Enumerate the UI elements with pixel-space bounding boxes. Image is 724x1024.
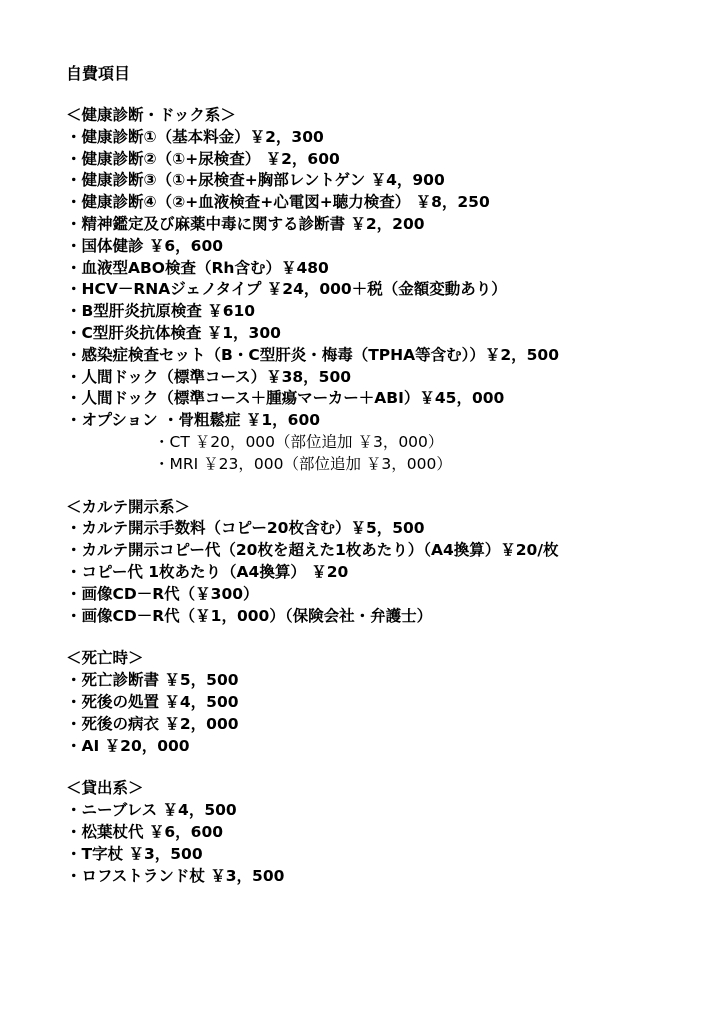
price-line: ・C型肝炎抗体検査 ￥1，300 — [66, 323, 281, 342]
price-line: ・松葉杖代 ￥6，600 — [66, 822, 224, 841]
price-line: ・T字杖 ￥3，500 — [66, 844, 203, 863]
price-line: ・ニーブレス ￥4，500 — [66, 801, 237, 820]
section-heading: ＜カルテ開示系＞ — [66, 497, 191, 516]
option-sub-line: ・CT ￥20，000（部位追加 ￥3，000） — [154, 432, 444, 451]
price-line: ・精神鑑定及び麻薬中毒に関する診断書 ￥2，200 — [66, 214, 425, 233]
price-line: ・死後の処置 ￥4，500 — [66, 692, 239, 711]
price-line: ・国体健診 ￥6，600 — [66, 236, 224, 255]
price-line: ・健康診断①（基本料金）￥2，300 — [66, 127, 324, 146]
price-line: ・B型肝炎抗原検査 ￥610 — [66, 302, 256, 321]
price-line: ・カルテ開示手数料（コピー20枚含む）￥5，500 — [66, 519, 425, 538]
price-line: ・死後の病衣 ￥2，000 — [66, 714, 239, 733]
price-line: ・人間ドック（標準コース）￥38，500 — [66, 367, 352, 386]
section-record-disclosure — [66, 497, 716, 628]
section-rental — [66, 778, 716, 887]
document-page — [66, 63, 716, 887]
price-line: ・カルテ開示コピー代（20枚を超えた1枚あたり）（A4換算）￥20/枚 — [66, 541, 559, 560]
price-line: ・感染症検査セット（B・C型肝炎・梅毒（TPHA等含む））￥2，500 — [66, 345, 559, 364]
price-line: ・画像CD－R代（￥300） — [66, 584, 259, 603]
section-health-checkup — [66, 105, 716, 476]
price-line: ・健康診断④（②+血液検査+心電図+聴力検査） ￥8，250 — [66, 193, 490, 212]
price-line: ・ロフストランド杖 ￥3，500 — [66, 866, 285, 885]
price-line: ・健康診断③（①+尿検査+胸部レントゲン ￥4，900 — [66, 171, 445, 190]
section-heading: ＜健康診断・ドック系＞ — [66, 106, 236, 124]
section-heading: ＜死亡時＞ — [66, 649, 144, 668]
price-line: ・HCV－RNAジェノタイプ ￥24，000＋税（金額変動あり） — [66, 280, 507, 299]
option-sub-line: ・MRI ￥23，000（部位追加 ￥3，000） — [154, 454, 452, 473]
price-line: ・血液型ABO検査（Rh含む）￥480 — [66, 258, 329, 277]
price-line: ・人間ドック（標準コース＋腫瘍マーカー＋ABI）￥45，000 — [66, 389, 505, 408]
section-death — [66, 648, 716, 757]
price-line: ・健康診断②（①+尿検査） ￥2，600 — [66, 149, 340, 168]
price-line: ・オプション ・骨粗鬆症 ￥1，600 — [66, 411, 321, 430]
price-line: ・画像CD－R代（￥1，000）（保険会社・弁護士） — [66, 606, 433, 625]
section-heading: ＜貸出系＞ — [66, 779, 144, 798]
price-line: ・コピー代 1枚あたり（A4換算） ￥20 — [66, 562, 349, 581]
price-line: ・死亡診断書 ￥5，500 — [66, 671, 239, 690]
price-line: ・AI ￥20，000 — [66, 736, 190, 755]
document-title: 自費項目 — [66, 64, 131, 83]
